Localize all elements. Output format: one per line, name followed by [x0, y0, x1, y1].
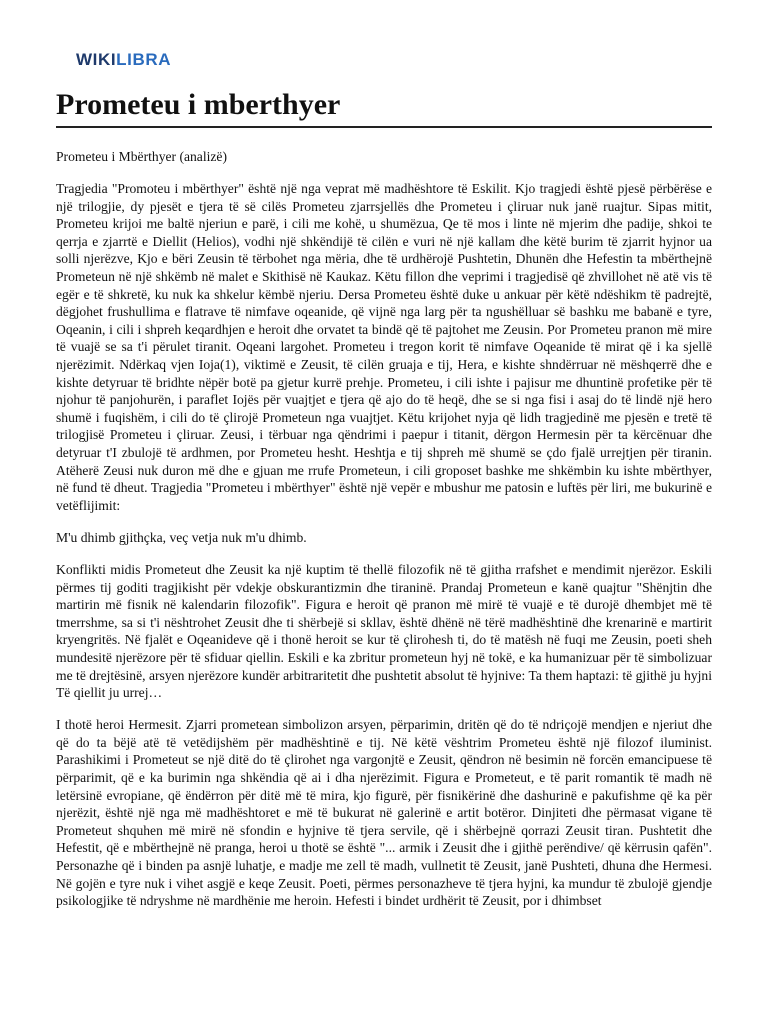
paragraph-synopsis: Tragjedia "Promoteu i mbërthyer" është një nga veprat më madhështore të Eskilit. Kjo tragjedi është pjesë përbërëse e një trilogjie, dy pjesët e tjera të së cilës Prometeu zjarrsjellës dhe Prometeu i çliruar nuk janë ruajtur. Sipas mitit, Prometeu krijoi me baltë njeriun e parë, i cili me kohë, u shumëzua, Qe të mos i linte në mjerim dhe padije, shkoi te qerrja e zjarrtë e Diellit (Helios), vodhi një shkëndijë të cilën e vuri në një kallam dhe këtë burim të zjarrit hyjnor ua solli njerëzve, Kjo e bëri Zeusin të tërbohet nga mëria, dhe të urdhërojë Pushtetin, Dhunën dhe Hefestin ta mbërthejnë Prometeun në një shkëmb në malet e Skithisë në Kaukaz. Këtu fillon dhe veprimi i tragjedisë që zhvillohet në atë vis të egër e të shkretë, ku nuk ka shkelur këmbë njeriu. Dersa Prometeu është duke u ankuar për këtë ndëshikm të padrejtë, dëgjohet frushullima e flatrave të nimfave oqeanide, që vijnë nga larg për ta ngushëlluar së bashku me babanë e tyre, Oqeanin, i cili i shpreh keqardhjen e heroit dhe orvatet ta bindë që të pajtohet me Zeusin. Por Prometeu pranon më mire të vuajë se sa t'i përulet tiranit. Oqeani largohet. Prometeu i tregon korit të nimfave Oqeanide të mirat që i ka sjellë njerëzimit. Ndërkaq vjen Ioja(1), viktimë e Zeusit, të cilën gruaja e tij, Hera, e kishte shndërruar në mëshqerrë dhe e kishte detyruar të bridhte nëpër botë pa gjetur kurrë prehje. Prometeu, i cili ishte i pajisur me dhuntinë profetike për të njohur të panjohurën, i paraflet Iojës për vuajtjet e tjera që ajo do të heqë, dhe se si nga fisi i asaj do të lindë një hero shumë i fuqishëm, i cili do të çlirojë Prometeun nga vuajtjet. Këtu krijohet nyja që lidh tragjedinë me pjesën e tretë të trilogjisë Prometeu i çliruar. Zeusi, i tërbuar nga qëndrimi i paepur i titanit, dërgon Hermesin për ta kërcënuar dhe detyruar t'I zbulojë të ardhmen, por Prometeu hesht. Heshtja e tij shpreh më shumë se çdo fjalë urrejtjen për tiranin. Atëherë Zeusi nuk duron më dhe e gjuan me rrufe Prometeun, i cili groposet bashke me shkëmbin ku ishte mbërthyer, në fund të dheut. Tragjedia "Prometeu i mbërthyer" është një vepër e mbushur me patosin e luftës për liri, me bukurinë e vetëflijimit: — [56, 181, 712, 513]
page-title: Prometeu i mberthyer — [56, 88, 341, 121]
article-body — [56, 148, 712, 924]
article-subtitle: Prometeu i Mbërthyer (analizë) — [56, 149, 227, 164]
paragraph-quote: M'u dhimb gjithçka, veç vetja nuk m'u dhimb. — [56, 529, 307, 545]
wikilibra-logo[interactable] — [76, 50, 171, 70]
logo-wiki-text: WIKI — [76, 50, 117, 69]
paragraph-symbolism: I thotë heroi Hermesit. Zjarri prometean simbolizon arsyen, përparimin, dritën që do të ndriçojë mendjen e njeriut dhe që do ta bëjë atë të vetëdijshëm për madhështinë e tij. Në këtë vështrim Prometeu është një filozof iluminist. Parashikimi i Prometeut se një ditë do të çlirohet nga vargonjtë e Zeusit, qëndron në besimin në forcën emancipuese të përparimit, që e ka burimin nga shkëndia që ai i dha njerëzimit. Figura e Prometeut, e të parit romantik të madh në letërsinë evropiane, që ëndërron për ditë më të mira, kjo figurë, për fisnikërinë dhe dashurinë e pakufishme që ka për njerëzit, është një nga më madhështoret e më të bukurat në galerinë e artit botëror. Dinjiteti dhe përmasat vigane të Prometeut shquhen më mirë në sfondin e hyjnive të tjera servile, që i shërbejnë qorrazi Zeusit tiran. Pushtetit dhe Hefestit, që e mbërthejnë në pranga, heroi u thotë se është "... armik i Zeusit dhe i gjithë perëndive/ që kërrusin qafën". Personazhe që i binden pa asnjë luhatje, e madje me zell të madh, vullnetit të Zeusit, janë Pushteti, dhuna dhe Hermesi. Në gojën e tyre nuk i vihet asgjë e keqe Zeusit. Poeti, përmes personazheve të tjera hyjni, ka mundur të zbulojë gjendje psikologjike të ndryshme në mardhënie me heroin. Hefesti i bindet urdhërit të Zeusit, por i dhimbset — [56, 717, 712, 909]
logo-libra-text: LIBRA — [116, 50, 172, 69]
paragraph-conflict: Konflikti midis Prometeut dhe Zeusit ka një kuptim të thellë filozofik në të gjitha rrafshet e mendimit njerëzor. Eskili përmes tij goditi tragjikisht për vdekje obskurantizmin dhe tiraninë. Prandaj Prometeun e kanë quajtur "Shënjtin dhe martirin më fisnik në kalendarin filozofik". Figura e heroit që pranon më mirë të vuajë e të durojë dhembjet më të tmerrshme, sa si t'i nështrohet Zeusit dhe ti shërbejë si skllav, është dhënë në tërë madhështinë dhe krenarinë e martirit kryengritës. Në fjalët e Oqeanideve që i thonë heroit se kur të çlirohesh ti, do të matësh në fuqi me Zeusin, poeti sheh mundesitë njerëzore për të sfiduar qiellin. Eskili e ka zbritur prometeun hyj në tokë, e ka humanizuar për të simbolizuar me të drejtësinë, arsyen njerëzore kundër arbitraritetit dhe pushtetit absolut të hyjnive: Ta them haptazi: të gjithë ju hyjni Të qiellit ju urrej… — [56, 561, 712, 701]
title-divider — [56, 126, 712, 128]
